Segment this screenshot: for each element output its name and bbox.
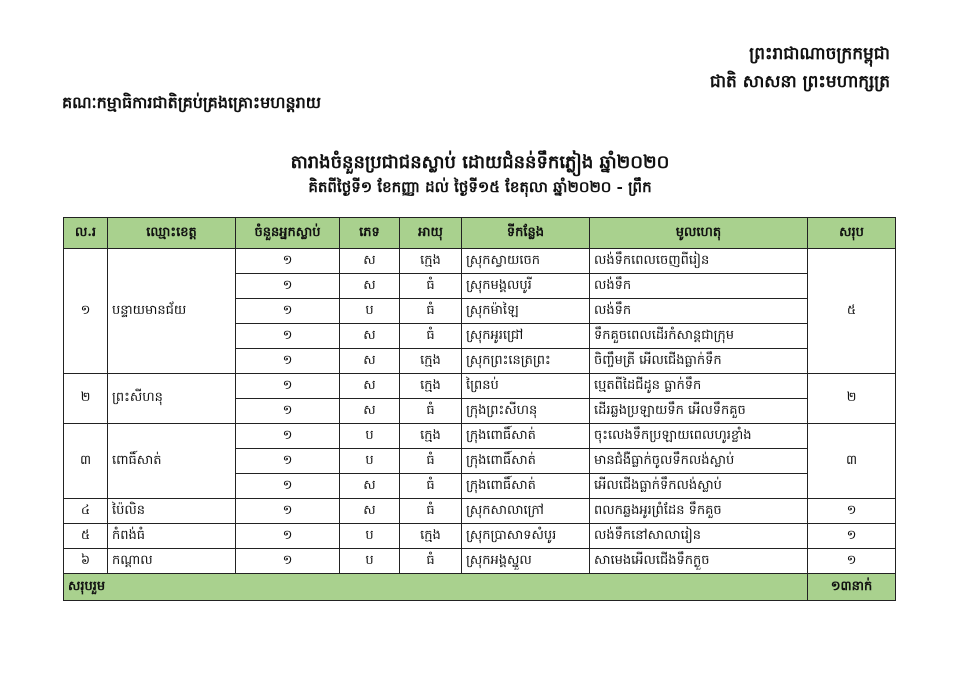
col-header-province: ឈ្មោះខេត្ត — [108, 218, 236, 249]
province-total: ១ — [808, 499, 896, 524]
sex-cell: ប — [340, 524, 400, 549]
place-cell: ស្រុកមង្គលបូរី — [462, 274, 590, 299]
sex-cell: ប — [340, 549, 400, 574]
death-count: ១ — [236, 399, 340, 424]
age-cell: ធំ — [400, 324, 462, 349]
place-cell: ស្រុកអូរជ្រៅ — [462, 324, 590, 349]
place-cell: ព្រៃនប់ — [462, 374, 590, 399]
table-row — [64, 249, 896, 274]
page-subtitle: គិតពីថ្ងៃទី១ ខែកញ្ញា ដល់ ថ្ងៃទី១៥ ខែតុលា ឆ្នាំ២០២០ - ព្រឹក — [308, 178, 652, 196]
place-cell: ស្រុកសាលាក្រៅ — [462, 499, 590, 524]
death-count: ១ — [236, 374, 340, 399]
place-cell: ក្រុងពោធិ៍សាត់ — [462, 424, 590, 449]
place-cell: ស្រុកម៉ាឡៃ — [462, 299, 590, 324]
sex-cell: ប — [340, 449, 400, 474]
death-count: ១ — [236, 549, 340, 574]
sex-cell: ស — [340, 499, 400, 524]
province-name: បន្ទាយមានជ័យ — [108, 249, 236, 374]
table-row — [64, 524, 896, 549]
grand-total-label: សរុបរួម — [64, 574, 808, 601]
cause-cell: ចុះលេងទឹកប្រឡាយពេលហូរខ្លាំង — [590, 424, 808, 449]
cause-cell: ចិញ្ចឹមត្រី អើលជើងធ្លាក់ទឹក — [590, 349, 808, 374]
death-count: ១ — [236, 524, 340, 549]
deaths-table — [63, 217, 896, 601]
motto-kingdom: ព្រះរាជាណាចក្រកម្ពុជា — [749, 44, 890, 64]
national-motto — [710, 40, 890, 96]
province-name: ព្រះសីហនុ — [108, 374, 236, 424]
age-cell: ក្មេង — [400, 249, 462, 274]
age-cell: ធំ — [400, 299, 462, 324]
row-number: ៦ — [64, 549, 108, 574]
grand-total-row — [64, 574, 896, 601]
place-cell: ស្រុកព្រះនេត្រព្រះ — [462, 349, 590, 374]
sex-cell: ស — [340, 374, 400, 399]
age-cell: ក្មេង — [400, 374, 462, 399]
col-header-number: ល.រ — [64, 218, 108, 249]
province-name: ប៉ៃលិន — [108, 499, 236, 524]
cause-cell: មានជំងឺធ្លាក់ចូលទឹកលង់ស្លាប់ — [590, 449, 808, 474]
col-header-age: អាយុ — [400, 218, 462, 249]
place-cell: ក្រុងព្រះសីហនុ — [462, 399, 590, 424]
cause-cell: ដើរឆ្លងប្រឡាយទឹក អើលទឹកគួច — [590, 399, 808, 424]
age-cell: ធំ — [400, 499, 462, 524]
cause-cell: អើលជើងធ្លាក់ទឹកលង់ស្លាប់ — [590, 474, 808, 499]
death-count: ១ — [236, 349, 340, 374]
cause-cell: លង់ទឹក — [590, 299, 808, 324]
sex-cell: ស — [340, 274, 400, 299]
table-row — [64, 374, 896, 399]
province-name: ពោធិ៍សាត់ — [108, 424, 236, 499]
age-cell: ធំ — [400, 549, 462, 574]
death-count: ១ — [236, 424, 340, 449]
death-count: ១ — [236, 324, 340, 349]
cause-cell: ពលកឆ្លងអូរព្រំដែន ទឹកគួច — [590, 499, 808, 524]
col-header-cause: មូលហេតុ — [590, 218, 808, 249]
table-row — [64, 549, 896, 574]
province-total: ៣ — [808, 424, 896, 499]
sex-cell: ស — [340, 349, 400, 374]
cause-cell: លង់ទឹកនៅសាលារៀន — [590, 524, 808, 549]
age-cell: ធំ — [400, 274, 462, 299]
cause-cell: ទឹកគួចពេលដើរកំសាន្តជាក្រុម — [590, 324, 808, 349]
row-number: ៣ — [64, 424, 108, 499]
col-header-place: ទីកន្លែង — [462, 218, 590, 249]
cause-cell: លង់ទឹកពេលចេញពីរៀន — [590, 249, 808, 274]
death-count: ១ — [236, 299, 340, 324]
sex-cell: ស — [340, 474, 400, 499]
col-header-sex: ភេទ — [340, 218, 400, 249]
col-header-total: សរុប — [808, 218, 896, 249]
row-number: ៤ — [64, 499, 108, 524]
age-cell: ធំ — [400, 449, 462, 474]
province-name: កណ្តាល — [108, 549, 236, 574]
table-row — [64, 424, 896, 449]
place-cell: ស្រុកអង្គស្នួល — [462, 549, 590, 574]
row-number: ៥ — [64, 524, 108, 549]
death-count: ១ — [236, 274, 340, 299]
table-row — [64, 499, 896, 524]
sex-cell: ប — [340, 424, 400, 449]
sex-cell: ស — [340, 249, 400, 274]
province-total: ៥ — [808, 249, 896, 374]
organization-name: គណៈកម្មាធិការជាតិគ្រប់គ្រងគ្រោះមហន្តរាយ — [62, 93, 322, 112]
province-name: កំពង់ធំ — [108, 524, 236, 549]
sex-cell: ប — [340, 299, 400, 324]
province-total: ២ — [808, 374, 896, 424]
age-cell: ធំ — [400, 399, 462, 424]
motto-nation: ជាតិ សាសនា ព្រះមហាក្សត្រ — [709, 72, 890, 92]
age-cell: ក្មេង — [400, 524, 462, 549]
age-cell: ធំ — [400, 474, 462, 499]
table-header-row — [64, 218, 896, 249]
age-cell: ក្មេង — [400, 424, 462, 449]
cause-cell: សាមេងអើលជើងទឹកក្ងួច — [590, 549, 808, 574]
place-cell: ស្រុកស្វាយចេក — [462, 249, 590, 274]
place-cell: ក្រុងពោធិ៍សាត់ — [462, 449, 590, 474]
death-count: ១ — [236, 449, 340, 474]
sex-cell: ស — [340, 399, 400, 424]
place-cell: ក្រុងពោធិ៍សាត់ — [462, 474, 590, 499]
province-total: ១ — [808, 549, 896, 574]
death-count: ១ — [236, 249, 340, 274]
death-count: ១ — [236, 499, 340, 524]
table-body — [64, 249, 896, 574]
cause-cell: បេ្មតពីដៃជីដូន ធ្លាក់ទឹក — [590, 374, 808, 399]
province-total: ១ — [808, 524, 896, 549]
place-cell: ស្រុកប្រាសាទសំបូរ — [462, 524, 590, 549]
row-number: ១ — [64, 249, 108, 374]
age-cell: ក្មេង — [400, 349, 462, 374]
grand-total-value: ១៣នាក់ — [808, 574, 896, 601]
col-header-deaths: ចំនួនអ្នកស្លាប់ — [236, 218, 340, 249]
page-title: តារាងចំនួនប្រជាជនស្លាប់ ដោយជំនន់ទឹកភ្លៀង ឆ្នាំ២០២០ — [290, 152, 670, 173]
sex-cell: ស — [340, 324, 400, 349]
cause-cell: លង់ទឹក — [590, 274, 808, 299]
death-count: ១ — [236, 474, 340, 499]
row-number: ២ — [64, 374, 108, 424]
